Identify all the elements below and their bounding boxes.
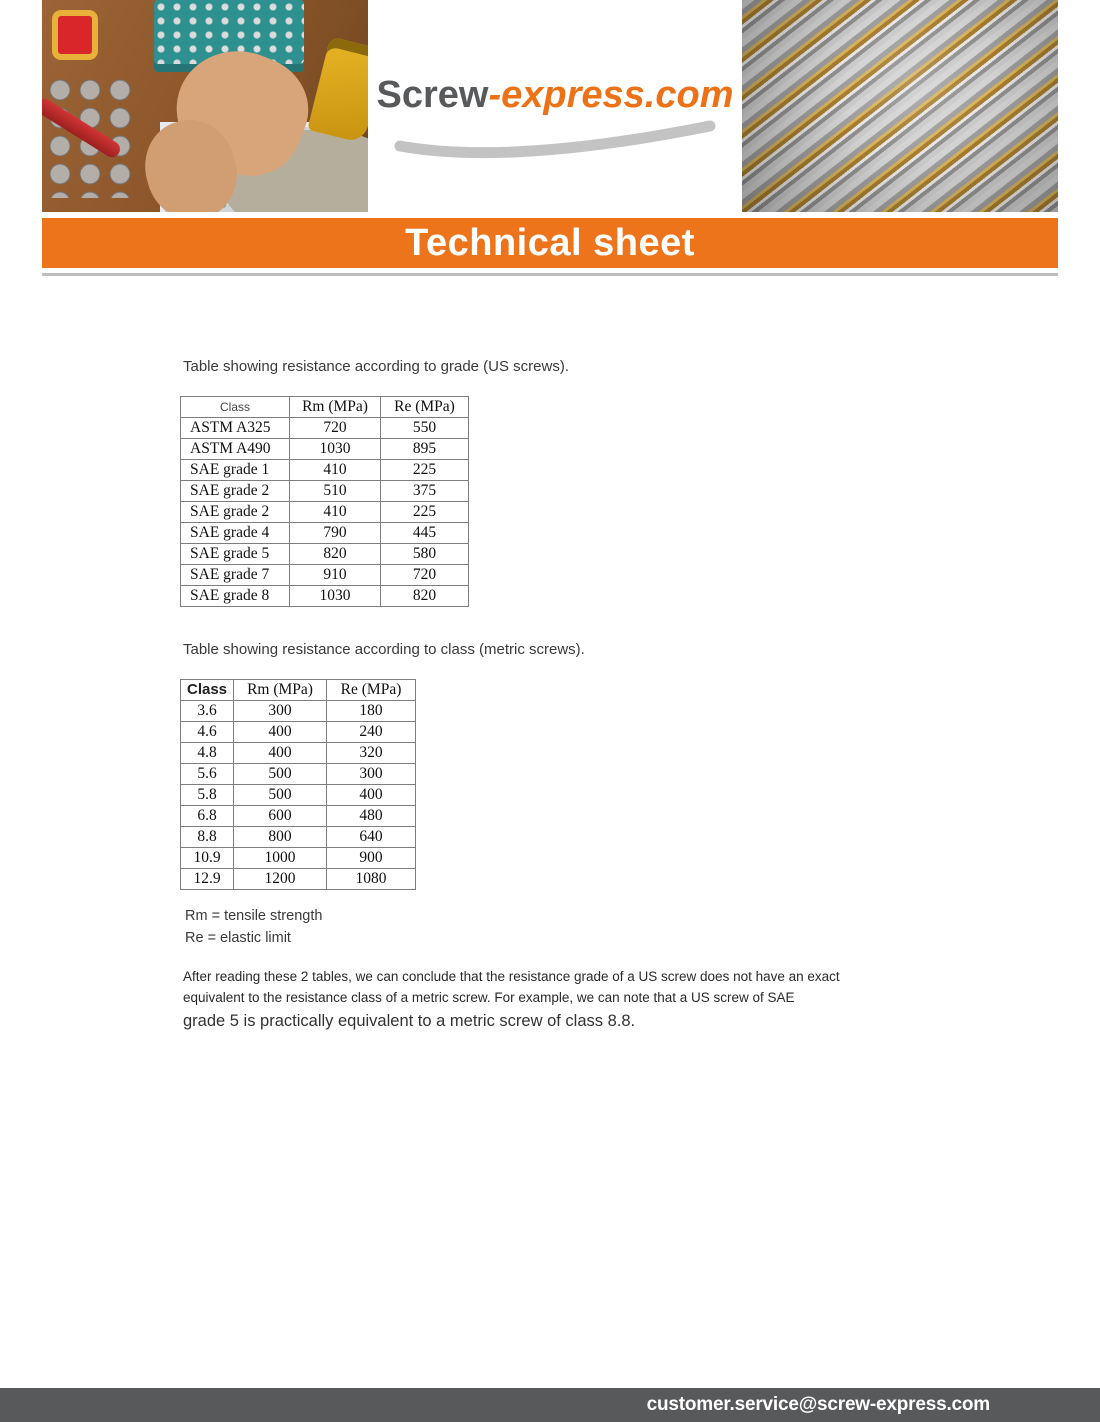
logo-swoosh-graphic bbox=[390, 120, 720, 160]
brand-name-secondary: -express.com bbox=[488, 74, 734, 116]
table-cell: 240 bbox=[327, 722, 416, 743]
table-cell: SAE grade 8 bbox=[181, 586, 290, 607]
table-row bbox=[181, 481, 469, 502]
table-cell: 910 bbox=[290, 565, 381, 586]
table-cell: SAE grade 2 bbox=[181, 502, 290, 523]
table-cell: SAE grade 5 bbox=[181, 544, 290, 565]
table-cell: 800 bbox=[234, 827, 327, 848]
table-cell: SAE grade 1 bbox=[181, 460, 290, 481]
table-cell: 300 bbox=[234, 701, 327, 722]
table-cell: 820 bbox=[381, 586, 469, 607]
table-cell: 480 bbox=[327, 806, 416, 827]
table-header-row bbox=[181, 397, 469, 418]
table-cell: ASTM A325 bbox=[181, 418, 290, 439]
table-cell: 225 bbox=[381, 502, 469, 523]
table-row bbox=[181, 439, 469, 460]
table-row bbox=[181, 806, 416, 827]
customer-service-email: customer.service@screw-express.com bbox=[646, 1394, 990, 1415]
table-cell: 180 bbox=[327, 701, 416, 722]
table-cell: 410 bbox=[290, 502, 381, 523]
table-cell: 12.9 bbox=[181, 869, 234, 890]
table-row bbox=[181, 523, 469, 544]
table-cell: 600 bbox=[234, 806, 327, 827]
table-cell: 640 bbox=[327, 827, 416, 848]
footer-bar bbox=[0, 1388, 1100, 1422]
table-cell: 550 bbox=[381, 418, 469, 439]
table-cell: 225 bbox=[381, 460, 469, 481]
legend-rm: Rm = tensile strength bbox=[185, 908, 323, 924]
table-cell: 445 bbox=[381, 523, 469, 544]
column-header: Rm (MPa) bbox=[234, 680, 327, 701]
table-cell: SAE grade 7 bbox=[181, 565, 290, 586]
table-row bbox=[181, 418, 469, 439]
screws-photo bbox=[742, 0, 1058, 212]
table-cell: 720 bbox=[381, 565, 469, 586]
table-cell: 895 bbox=[381, 439, 469, 460]
table-cell: 3.6 bbox=[181, 701, 234, 722]
table-row bbox=[181, 502, 469, 523]
table-cell: 900 bbox=[327, 848, 416, 869]
table-cell: 580 bbox=[381, 544, 469, 565]
table-cell: 320 bbox=[327, 743, 416, 764]
column-header: Re (MPa) bbox=[381, 397, 469, 418]
table-cell: ASTM A490 bbox=[181, 439, 290, 460]
conclusion-text-2: grade 5 is practically equivalent to a metric screw of class 8.8. bbox=[183, 1012, 636, 1030]
table-row bbox=[181, 848, 416, 869]
title-banner bbox=[42, 218, 1058, 268]
table-row bbox=[181, 764, 416, 785]
table-cell: 400 bbox=[234, 722, 327, 743]
table-row bbox=[181, 827, 416, 848]
table-cell: 1200 bbox=[234, 869, 327, 890]
table-cell: 375 bbox=[381, 481, 469, 502]
table-cell: 790 bbox=[290, 523, 381, 544]
metric-table-intro: Table showing resistance according to class (metric screws). bbox=[183, 641, 585, 658]
column-header: Re (MPa) bbox=[327, 680, 416, 701]
table-cell: 5.6 bbox=[181, 764, 234, 785]
table-cell: 4.8 bbox=[181, 743, 234, 764]
page-title: Technical sheet bbox=[405, 221, 695, 264]
table-cell: 6.8 bbox=[181, 806, 234, 827]
table-cell: 720 bbox=[290, 418, 381, 439]
banner-divider bbox=[42, 273, 1058, 276]
metric-class-table bbox=[180, 679, 416, 890]
table-row bbox=[181, 785, 416, 806]
table-cell: 1080 bbox=[327, 869, 416, 890]
table-cell: 500 bbox=[234, 785, 327, 806]
tape-measure bbox=[52, 10, 98, 60]
table-cell: 10.9 bbox=[181, 848, 234, 869]
column-header: Rm (MPa) bbox=[290, 397, 381, 418]
table-header-row bbox=[181, 680, 416, 701]
drill-shape bbox=[307, 36, 368, 143]
table-row bbox=[181, 722, 416, 743]
table-row bbox=[181, 565, 469, 586]
table-cell: 500 bbox=[234, 764, 327, 785]
table-cell: SAE grade 4 bbox=[181, 523, 290, 544]
table-cell: 410 bbox=[290, 460, 381, 481]
conclusion-paragraph bbox=[183, 966, 883, 1033]
table-row bbox=[181, 544, 469, 565]
table-row bbox=[181, 869, 416, 890]
us-grade-table bbox=[180, 396, 469, 607]
table-row bbox=[181, 586, 469, 607]
column-header: Class bbox=[181, 397, 290, 418]
brand-name-primary: Screw bbox=[376, 74, 489, 116]
table-cell: 4.6 bbox=[181, 722, 234, 743]
brand-logo-text bbox=[377, 76, 734, 114]
legend-re: Re = elastic limit bbox=[185, 930, 291, 946]
column-header: Class bbox=[181, 680, 234, 701]
workbench-photo bbox=[42, 0, 368, 212]
table-row bbox=[181, 743, 416, 764]
table-cell: 510 bbox=[290, 481, 381, 502]
table-cell: 1030 bbox=[290, 586, 381, 607]
us-table-intro: Table showing resistance according to grade (US screws). bbox=[183, 358, 570, 375]
table-row bbox=[181, 701, 416, 722]
conclusion-text-1: After reading these 2 tables, we can conclude that the resistance grade of a US screw does not have an exact equivalent to the resistance class of a metric screw. For example, we can note that a US screw of SAE bbox=[183, 969, 840, 1005]
table-cell: 8.8 bbox=[181, 827, 234, 848]
abbreviation-legend bbox=[185, 905, 322, 949]
table-cell: 300 bbox=[327, 764, 416, 785]
table-cell: 1000 bbox=[234, 848, 327, 869]
table-row bbox=[181, 460, 469, 481]
brand-logo bbox=[368, 0, 742, 212]
table-cell: 1030 bbox=[290, 439, 381, 460]
table-cell: 400 bbox=[327, 785, 416, 806]
table-cell: 820 bbox=[290, 544, 381, 565]
table-cell: 400 bbox=[234, 743, 327, 764]
table-cell: SAE grade 2 bbox=[181, 481, 290, 502]
table-cell: 5.8 bbox=[181, 785, 234, 806]
